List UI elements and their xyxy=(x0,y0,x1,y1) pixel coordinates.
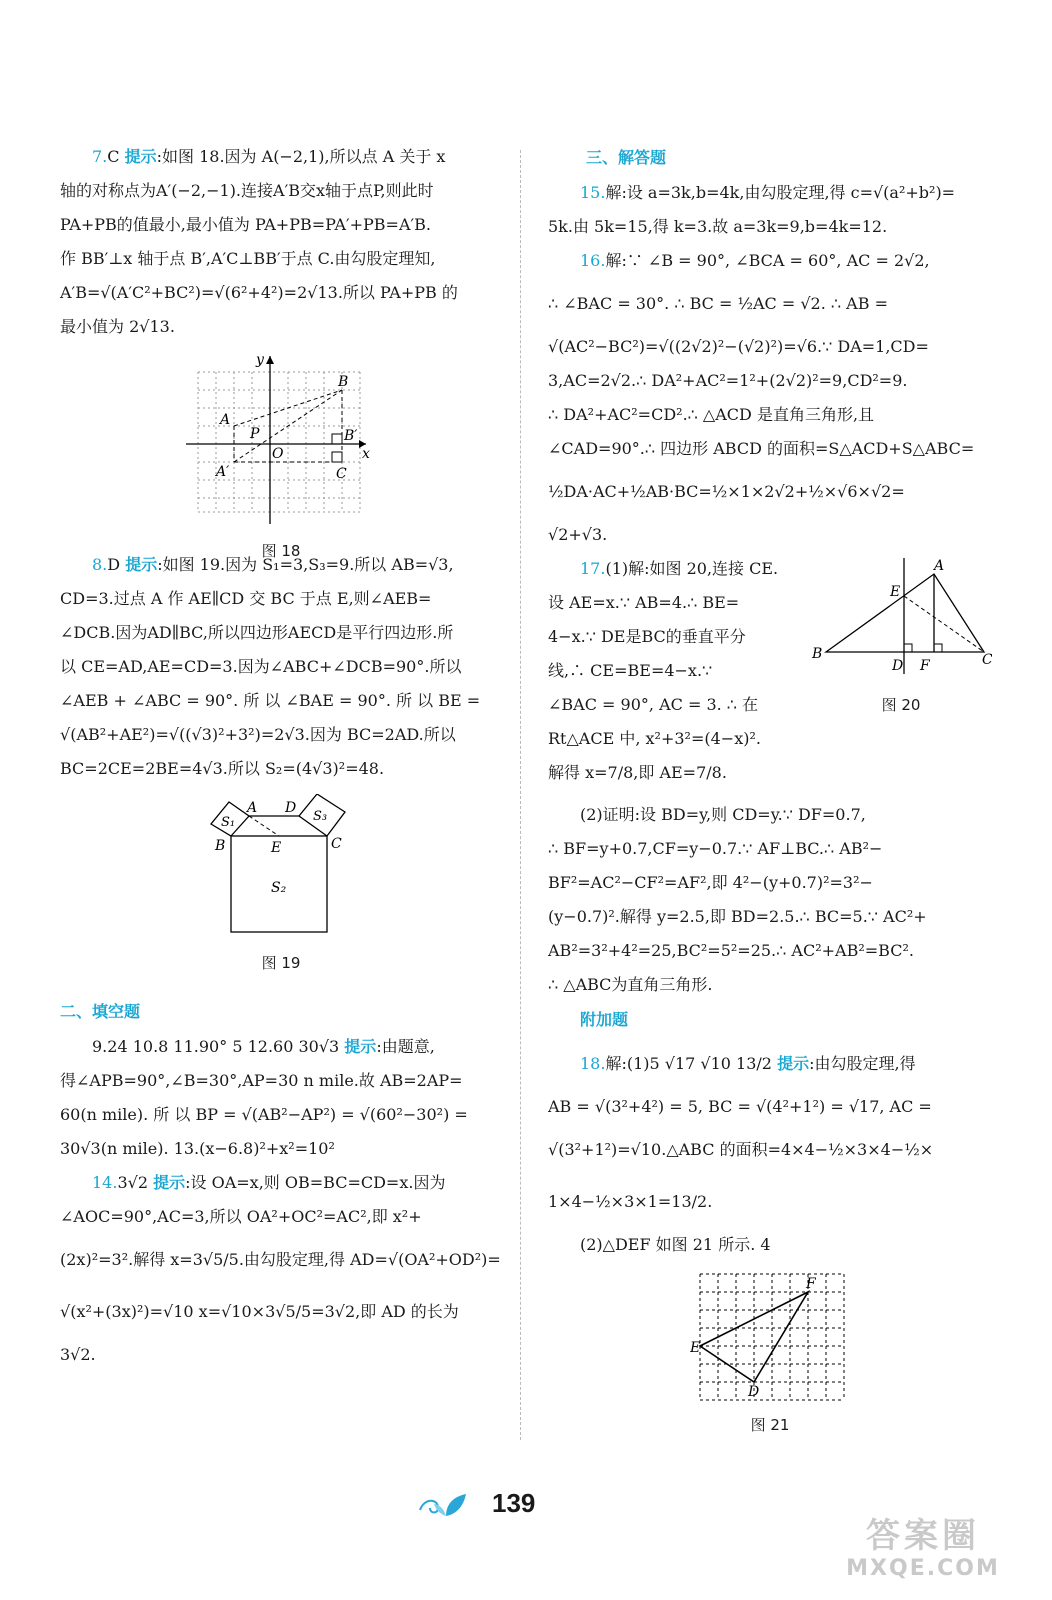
label-A: A xyxy=(247,800,258,816)
label-y: y xyxy=(256,352,264,368)
watermark-line1: 答案圈 xyxy=(866,1516,980,1556)
watermark-line2: MXQE.COM xyxy=(846,1556,1000,1581)
text-line: ∴ BF=y+0.7,CF=y−0.7.∵ AF⊥BC.∴ AB²− xyxy=(548,839,883,858)
text-line: 9.24 10.8 11.90° 5 12.60 30√3 提示:由题意, xyxy=(92,1037,435,1056)
label-B: B xyxy=(215,838,226,854)
label-O: O xyxy=(272,446,284,462)
question-18 xyxy=(548,1038,992,1262)
text-line: 3,AC=2√2.∴ DA²+AC²=1²+(2√2)²=9,CD²=9. xyxy=(548,371,908,390)
hint-label: 提示 xyxy=(124,147,157,166)
text-line: ∠CAD=90°.∴ 四边形 ABCD 的面积=S△ACD+S△ABC= xyxy=(548,439,975,458)
text-line: BC=2CE=2BE=4√3.所以 S₂=(4√3)²=48. xyxy=(60,759,385,778)
text-line: 以 CE=AD,AE=CD=3.因为∠ABC+∠DCB=90°.所以 xyxy=(60,657,462,676)
question-17-part2 xyxy=(548,798,992,1002)
text-line: ½DA·AC+½AB·BC=½×1×2√2+½×√6×√2= xyxy=(548,482,905,501)
text-line: 60(n mile). 所 以 BP = √(AB²−AP²) = √(60²−30²) = xyxy=(60,1105,468,1124)
text-line: 5k.由 5k=15,得 k=3.故 a=3k=9,b=4k=12. xyxy=(548,217,888,236)
section-heading: 二、填空题 xyxy=(60,1002,141,1021)
text-line: PA+PB的值最小,最小值为 PA+PB=PA′+PB=A′B. xyxy=(60,215,431,234)
label-D: D xyxy=(892,658,904,674)
section-heading: 附加题 xyxy=(580,1010,629,1029)
text-line: 30√3(n mile). 13.(x−6.8)²+x²=10² xyxy=(60,1139,335,1158)
swirl-leaf-icon xyxy=(416,1492,476,1520)
text-line: 16.解:∵ ∠B = 90°, ∠BCA = 60°, AC = 2√2, xyxy=(580,251,930,270)
fill-in-answers xyxy=(60,1030,502,1166)
label-S3: S₃ xyxy=(313,809,328,824)
text-line: BF²=AC²−CF²=AF²,即 4²−(y+0.7)²=3²− xyxy=(548,873,873,892)
question-15 xyxy=(548,176,992,244)
question-7 xyxy=(60,140,502,344)
label-B: B xyxy=(812,646,823,662)
figure-18 xyxy=(186,352,376,560)
text-line: CD=3.过点 A 作 AE∥CD 交 BC 于点 E,则∠AEB= xyxy=(60,589,432,608)
text-line: A′B=√(A′C²+BC²)=√(6²+4²)=2√13.所以 PA+PB 的 xyxy=(60,283,458,302)
question-8 xyxy=(60,548,502,786)
text-line: 8.D 提示:如图 19.因为 S₁=3,S₃=9.所以 AB=√3, xyxy=(92,555,454,574)
label-F: F xyxy=(806,1276,816,1292)
left-column xyxy=(60,140,502,1372)
label-E: E xyxy=(271,840,282,856)
text-line: 4−x.∵ DE是BC的垂直平分 xyxy=(548,627,746,646)
text-line: (2)△DEF 如图 21 所示. 4 xyxy=(580,1235,771,1254)
text-line: √(x²+(3x)²)=√10 x=√10×3√5/5=3√2,即 AD 的长为 xyxy=(60,1302,459,1321)
text-line: 设 AE=x.∵ AB=4.∴ BE= xyxy=(548,593,740,612)
figure-caption: 图 18 xyxy=(261,542,301,560)
text-line: ∴ DA²+AC²=CD².∴ △ACD 是直角三角形,且 xyxy=(548,405,875,424)
text-line: 得∠APB=90°,∠B=30°,AP=30 n mile.故 AB=2AP= xyxy=(60,1071,463,1090)
text-line: 线,∴ CE=BE=4−x.∵ xyxy=(548,661,713,680)
watermark xyxy=(818,1516,1028,1586)
label-C: C xyxy=(331,836,342,852)
text-line: 14.3√2 提示:设 OA=x,则 OB=BC=CD=x.因为 xyxy=(92,1173,446,1192)
text-line: AB = √(3²+4²) = 5, BC = √(4²+1²) = √17, AC = xyxy=(548,1097,932,1116)
label-D: D xyxy=(748,1384,760,1400)
figure-21 xyxy=(690,1270,850,1440)
text-line: (2)证明:设 BD=y,则 CD=y.∵ DF=0.7, xyxy=(580,805,866,824)
text-line: 解得 x=7/8,即 AE=7/8. xyxy=(548,763,727,782)
label-P: P xyxy=(250,426,260,442)
section-heading: 三、解答题 xyxy=(586,148,667,167)
text-line: √(AB²+AE²)=√((√3)²+3²)=2√3.因为 BC=2AD.所以 xyxy=(60,725,456,744)
column-divider xyxy=(520,150,521,1440)
label-F: F xyxy=(920,658,930,674)
label-B: B xyxy=(338,374,349,390)
label-S2: S₂ xyxy=(271,880,287,896)
text-line: 18.解:(1)5 √17 √10 13/2 提示:由勾股定理,得 xyxy=(580,1054,916,1073)
label-C: C xyxy=(336,466,347,482)
hint-label: 提示 xyxy=(344,1037,377,1056)
figure-caption: 图 19 xyxy=(261,954,301,972)
text-line: 7.C 提示:如图 18.因为 A(−2,1),所以点 A 关于 x xyxy=(92,147,446,166)
page-number: 139 xyxy=(492,1488,536,1518)
figure-caption: 图 21 xyxy=(750,1416,790,1434)
text-line: 最小值为 2√13. xyxy=(60,317,175,336)
right-column xyxy=(548,140,992,1440)
figure-21-diagram xyxy=(690,1270,850,1406)
label-E: E xyxy=(890,584,901,600)
text-line: Rt△ACE 中, x²+3²=(4−x)². xyxy=(548,729,761,748)
label-S1: S₁ xyxy=(221,815,236,830)
text-line: ∴ ∠BAC = 30°. ∴ BC = ½AC = √2. ∴ AB = xyxy=(548,294,888,313)
text-line: (2x)²=3².解得 x=3√5/5.由勾股定理,得 AD=√(OA²+OD²)= xyxy=(60,1250,501,1269)
text-line: AB²=3²+4²=25,BC²=5²=25.∴ AC²+AB²=BC². xyxy=(548,941,914,960)
label-B-prime: B′ xyxy=(344,428,358,444)
text-line: √(AC²−BC²)=√((2√2)²−(√2)²)=√6.∵ DA=1,CD= xyxy=(548,337,929,356)
figure-19-diagram xyxy=(201,794,361,944)
hint-label: 提示 xyxy=(125,555,158,574)
figure-19 xyxy=(201,794,361,974)
text-line: ∠AEB + ∠ABC = 90°. 所 以 ∠BAE = 90°. 所 以 BE = xyxy=(60,691,481,710)
hint-label: 提示 xyxy=(153,1173,186,1192)
text-line: ∴ △ABC为直角三角形. xyxy=(548,975,713,994)
figure-20 xyxy=(810,556,992,726)
figure-20-diagram xyxy=(810,556,992,686)
label-A: A xyxy=(934,558,945,574)
text-line: 1×4−½×3×1=13/2. xyxy=(548,1192,713,1211)
text-line: ∠AOC=90°,AC=3,所以 OA²+OC²=AC²,即 x²+ xyxy=(60,1207,422,1226)
label-C: C xyxy=(982,652,992,668)
text-line: ∠DCB.因为AD∥BC,所以四边形AECD是平行四边形.所 xyxy=(60,623,454,642)
question-16 xyxy=(548,244,992,552)
text-line: (y−0.7)².解得 y=2.5,即 BD=2.5.∴ BC=5.∵ AC²+ xyxy=(548,907,927,926)
text-line: ∠BAC = 90°, AC = 3. ∴ 在 xyxy=(548,695,759,714)
label-D: D xyxy=(285,800,297,816)
text-line: √2+√3. xyxy=(548,525,608,544)
figure-18-diagram xyxy=(186,352,376,532)
text-line: 17.(1)解:如图 20,连接 CE. xyxy=(580,559,779,578)
text-line: 作 BB′⊥x 轴于点 B′,A′C⊥BB′于点 C.由勾股定理知, xyxy=(60,249,436,268)
text-line: 3√2. xyxy=(60,1345,96,1364)
text-line: √(3²+1²)=√10.△ABC 的面积=4×4−½×3×4−½× xyxy=(548,1140,934,1159)
hint-label: 提示 xyxy=(777,1054,810,1073)
text-line: 轴的对称点为A′(−2,−1).连接A′B交x轴于点P,则此时 xyxy=(60,181,434,200)
question-17-part1 xyxy=(548,552,992,798)
label-E: E xyxy=(690,1340,701,1356)
label-A: A xyxy=(220,412,231,428)
label-x: x xyxy=(362,446,370,462)
text-line: 15.解:设 a=3k,b=4k,由勾股定理,得 c=√(a²+b²)= xyxy=(580,183,956,202)
label-A-prime: A′ xyxy=(216,464,230,480)
figure-caption: 图 20 xyxy=(881,696,921,714)
question-14 xyxy=(60,1166,502,1372)
